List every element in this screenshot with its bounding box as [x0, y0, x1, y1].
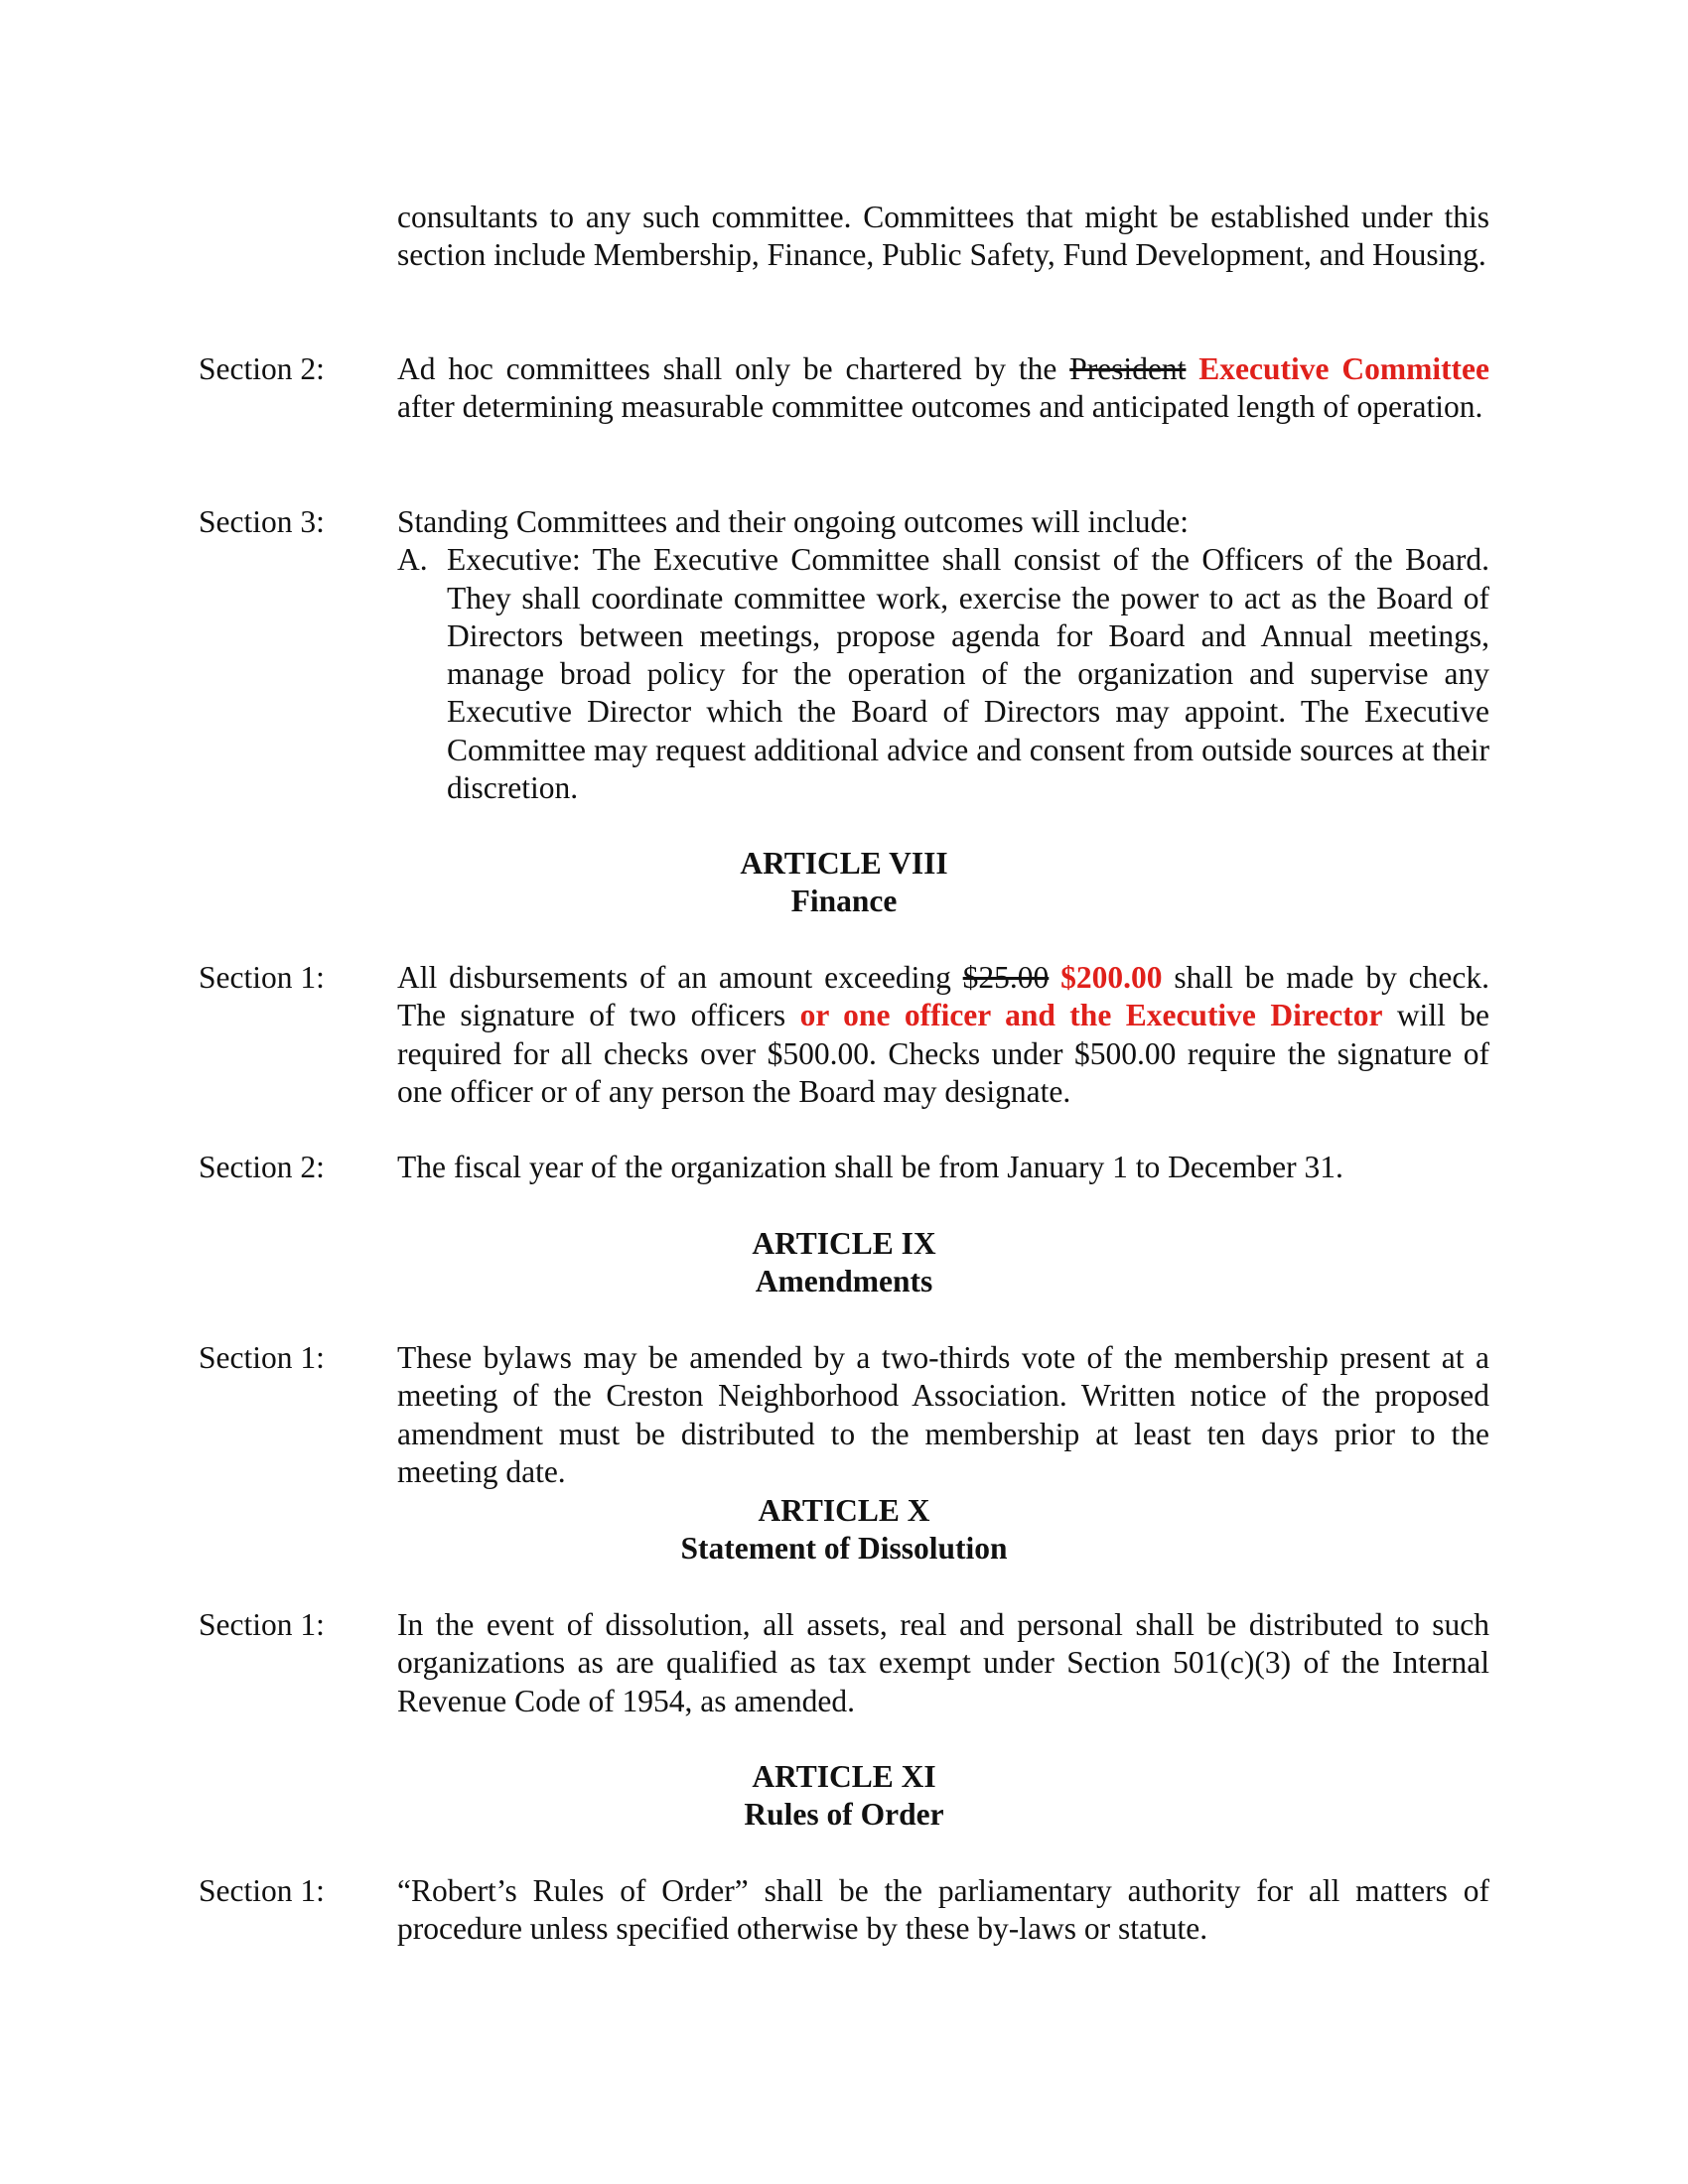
- article-subtitle: Amendments: [755, 1264, 933, 1299]
- text-run: All disbursements of an amount exceeding: [397, 960, 963, 995]
- text-run: shall be made by check. The signature of two officers: [397, 960, 1489, 1033]
- text-run: will be required for all checks over $500.00. Checks under $500.00 require the signature of one officer or of any person the Board may designate.: [397, 998, 1489, 1109]
- article-viii-heading: [199, 845, 1489, 921]
- added-text: $200.00: [1060, 960, 1163, 995]
- section-label: Section 3:: [199, 504, 325, 539]
- article-subtitle: Finance: [790, 884, 898, 919]
- section-label: Section 1:: [199, 1873, 325, 1908]
- section-body: In the event of dissolution, all assets, real and personal shall be distributed to such organizations as are qualified as tax exempt under Section 501(c)(3) of the Internal Revenue Code of 1954, as amended.: [397, 1607, 1489, 1718]
- article-title: ARTICLE X: [758, 1493, 930, 1528]
- section-body: “Robert’s Rules of Order” shall be the parliamentary authority for all matters of procedure unless specified otherwise by these by-laws or statute.: [397, 1873, 1489, 1947]
- section-body: [397, 503, 1489, 807]
- section-intro: Standing Committees and their ongoing outcomes will include:: [397, 504, 1190, 539]
- paragraph-text: consultants to any such committee. Committees that might be established under this section include Membership, Finance, Public Safety, Fund Development, and Housing.: [397, 200, 1489, 273]
- article-vii-section-1-continuation: [397, 199, 1489, 275]
- list-item-text: Executive: The Executive Committee shall consist of the Officers of the Board. They shall coordinate committee work, exercise the power to act as the Board of Directors between meetings, propose agenda for Board and Annual meetings, manage broad policy for the operation of the organization and supervise any Executive Director which the Board of Directors may appoint. The Executive Committee may request additional advice and consent from outside sources at their discretion.: [447, 542, 1489, 806]
- article-subtitle: Rules of Order: [744, 1797, 944, 1833]
- section-label: Section 1:: [199, 1607, 325, 1642]
- struck-text: $25.00: [962, 960, 1050, 995]
- list-marker: A.: [397, 542, 428, 578]
- section-body: These bylaws may be amended by a two-thirds vote of the membership present at a meeting of the Creston Neighborhood Association. Written notice of the proposed amendment must be distributed to the membership at least ten days prior to the meeting date.: [397, 1340, 1489, 1489]
- article-xi-heading: [199, 1758, 1489, 1835]
- article-subtitle: Statement of Dissolution: [680, 1531, 1008, 1567]
- article-x-heading: [199, 1492, 1489, 1569]
- article-ix-heading: [199, 1225, 1489, 1301]
- section-body: [397, 350, 1489, 427]
- section-body: The fiscal year of the organization shall be from January 1 to December 31.: [397, 1150, 1343, 1184]
- section-label: Section 2:: [199, 1150, 325, 1184]
- section-body: [397, 959, 1489, 1111]
- section-label: Section 2:: [199, 351, 325, 386]
- added-text: or one officer and the Executive Director: [799, 998, 1383, 1033]
- section-label: Section 1:: [199, 1340, 325, 1375]
- text-run: Ad hoc committees shall only be chartered by the: [397, 351, 1070, 386]
- article-title: ARTICLE IX: [752, 1226, 936, 1261]
- section-label: Section 1:: [199, 960, 325, 995]
- article-title: ARTICLE XI: [752, 1759, 936, 1794]
- article-title: ARTICLE VIII: [740, 846, 948, 881]
- added-text: Executive Committee: [1198, 351, 1490, 386]
- text-run: after determining measurable committee outcomes and anticipated length of operation.: [397, 389, 1483, 425]
- struck-text: President: [1069, 351, 1187, 386]
- list-item: [397, 541, 1489, 807]
